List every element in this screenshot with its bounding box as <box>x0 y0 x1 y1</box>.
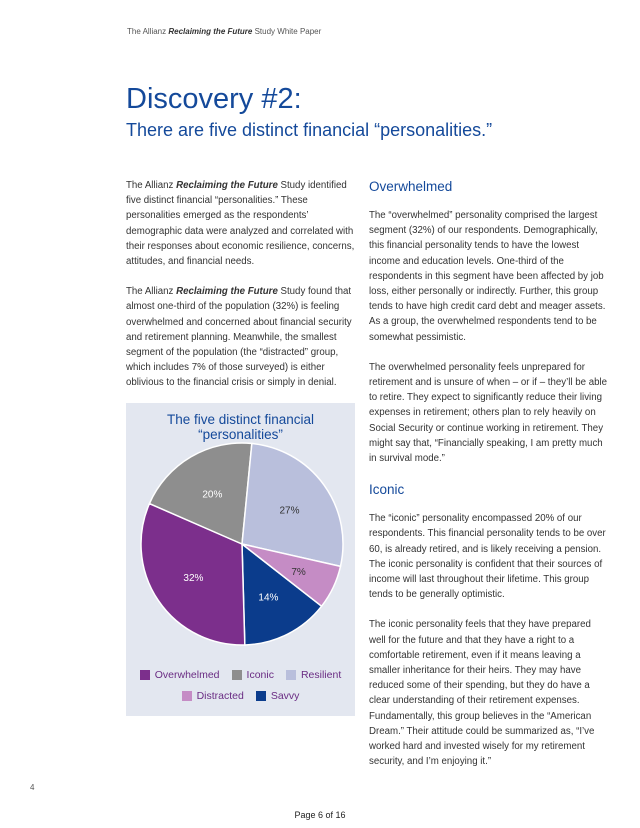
right-column <box>369 178 607 785</box>
chart-title: The five distinct financial “personalities” <box>166 412 315 442</box>
header-emphasis: Reclaiming the Future <box>168 27 253 36</box>
legend-label-distracted: Distracted <box>196 690 244 702</box>
pie-label-resilient: 27% <box>279 505 300 517</box>
iconic-heading: Iconic <box>369 482 405 498</box>
pie-label-iconic: 20% <box>202 489 223 501</box>
intro-paragraph <box>126 178 358 269</box>
findings-prefix: The Allianz <box>126 286 177 298</box>
legend-item-overwhelmed <box>140 669 220 681</box>
intro-emphasis: Reclaiming the Future <box>176 180 278 191</box>
legend-row-2 <box>126 690 355 702</box>
page-number: 4 <box>30 783 35 792</box>
pie-label-savvy: 14% <box>258 592 279 604</box>
legend-swatch-savvy <box>256 691 266 701</box>
pie-label-overwhelmed: 32% <box>183 572 204 584</box>
findings-emphasis: Reclaiming the Future <box>176 286 278 298</box>
legend-label-resilient: Resilient <box>300 669 342 681</box>
legend-item-savvy <box>256 690 300 702</box>
intro-prefix: The Allianz <box>126 180 177 191</box>
overwhelmed-paragraph-1: The “overwhelmed” personality comprised the largest segment (32%) of our respondents. Demographically, this financial personality tends to have the lowest income and education levels. One-third of the respondents in this segment have been affected by job loss, either personally or indirectly. Further, this group tends to have high credit card debt and meager assets. As a group, the overwhelmed respondents tend to be somewhat pessimistic. <box>369 210 606 343</box>
page-subtitle: There are five distinct financial “personalities.” <box>126 120 493 140</box>
findings-paragraph <box>126 284 358 390</box>
legend-row-1 <box>126 669 355 681</box>
overwhelmed-paragraph-2: The overwhelmed personality feels unprepared for retirement and is unsure of when – or if – they’ll be able to retire. They expect to significantly reduce their living expenses in retirement; others plan to rely heavily on Social Security or continue working in retirement. They might say that, “Financially speaking, I am pretty much in survival mode.” <box>369 361 608 465</box>
page-title: Discovery #2: <box>126 83 302 115</box>
legend-swatch-distracted <box>182 691 192 701</box>
page-footer: Page 6 of 16 <box>294 810 346 820</box>
running-header <box>127 27 321 36</box>
legend-swatch-overwhelmed <box>140 670 150 680</box>
left-column <box>126 178 358 406</box>
iconic-paragraph-1: The “iconic” personality encompassed 20% of our respondents. This financial personality tends to be over 60, is already retired, and is likely receiving a pension. The iconic personality is confident that their sources of income will last throughout their lifetime. This group tends to be generally optimistic. <box>369 513 606 601</box>
legend-label-savvy: Savvy <box>270 690 300 702</box>
header-suffix: Study White Paper <box>252 27 322 36</box>
legend-swatch-iconic <box>232 670 242 680</box>
legend-item-resilient <box>286 669 341 681</box>
overwhelmed-heading: Overwhelmed <box>369 179 453 194</box>
legend-label-overwhelmed: Overwhelmed <box>154 669 220 681</box>
pie-chart-panel <box>126 403 355 716</box>
iconic-paragraph-2: The iconic personality feels that they have prepared well for the future and that they have a right to a comfortable retirement, even if it means leaving a smaller inheritance for their heirs. They may have reduced some of their spending, but they do have a clear understanding of their retirement expenses. Fundamentally, this group believes in the “American Dream.” Their attitude could be summarized as, “I’ve worked hard and invested wisely for my retirement security, and I’m enjoying it.” <box>369 619 595 768</box>
legend-label-iconic: Iconic <box>246 669 274 681</box>
legend-item-distracted <box>182 690 244 702</box>
pie-label-distracted: 7% <box>291 566 306 578</box>
pie-chart <box>126 403 355 668</box>
legend-item-iconic <box>232 669 274 681</box>
header-prefix: The Allianz <box>127 27 169 36</box>
legend-swatch-resilient <box>286 670 296 680</box>
intro-rest: Study identified five distinct financial “personalities.” These personalities emerged as the respondents’ demographic data were analyzed and correlated with their responses about economic resilience, concerns, attitudes, and financial needs. <box>126 180 355 268</box>
findings-rest: Study found that almost one-third of the population (32%) is feeling overwhelmed and concerned about financial security and retirement planning. Meanwhile, the smallest segment of the population (the “distracted” group, which includes 7% of those surveyed) is either oblivious to the financial crisis or simply in denial. <box>126 286 352 389</box>
